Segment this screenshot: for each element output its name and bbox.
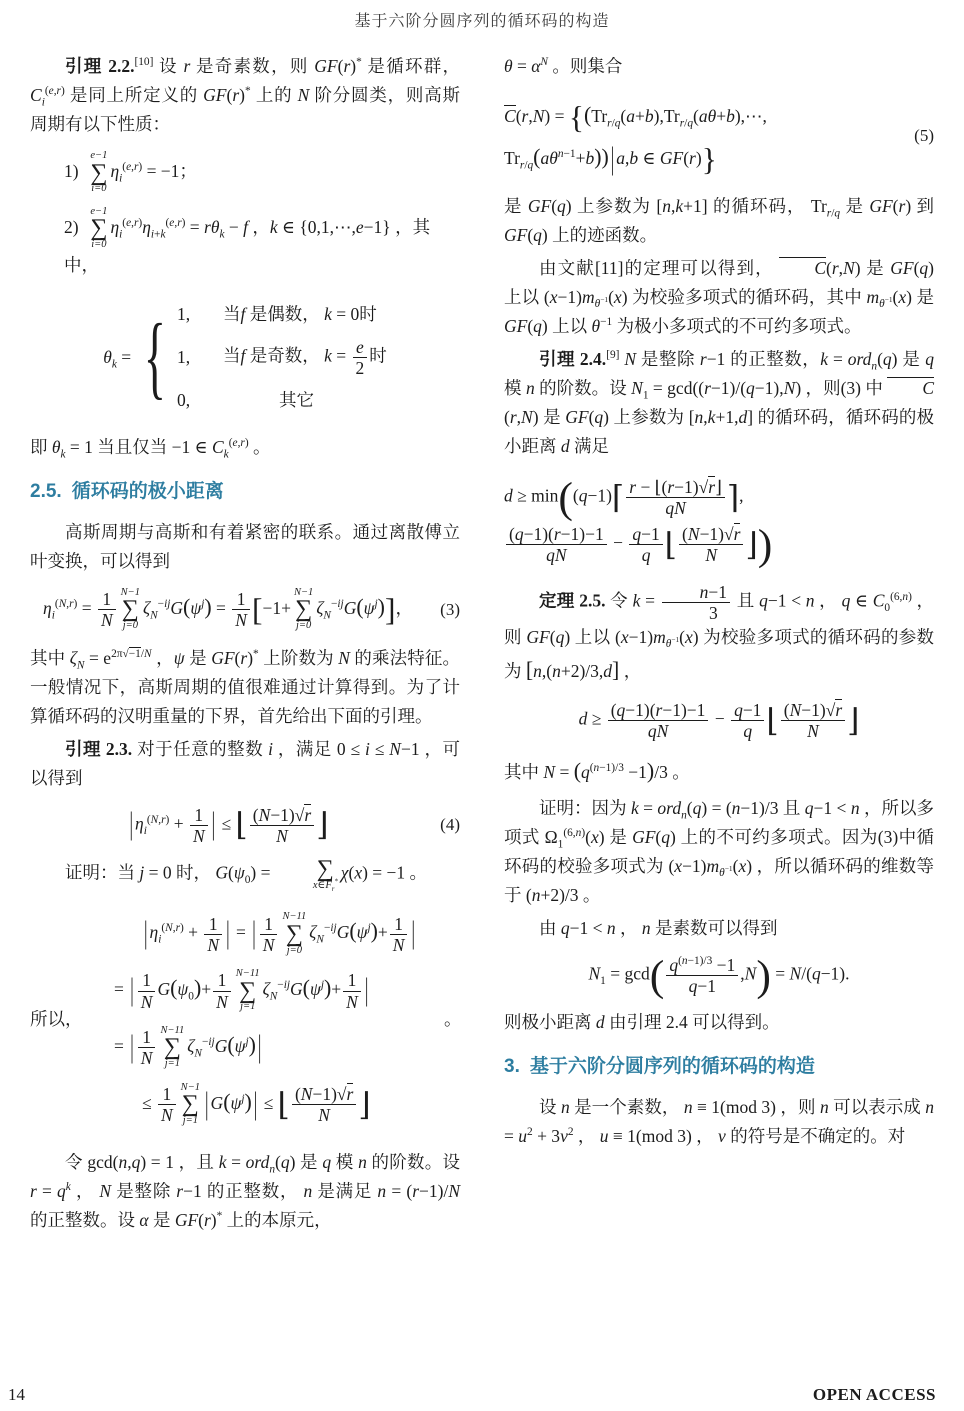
equation-5-line-2: $Tr_{r/q}(a\theta^{n-1}+b)$) | a,b ∈ GF(r)}: [504, 139, 717, 178]
zeta-paragraph: 其中 $\zeta_N = e^{2\pi√-1/N}$ ，ψ 是 GF(r)* 上阶数为 N 的乘法特征。一般情况下，高斯周期的值很难通过计算得到。为了计算循环码的汉明重量的下界，首先给出下面的引理。: [30, 647, 461, 726]
fourier-paragraph: 高斯周期与高斯和有着紧密的联系。通过离散傅立叶变换，可以得到: [30, 521, 460, 571]
property-2-equation: 2) e−1 ∑ i=0 $\eta_i^{(e,r)}\eta_{i+k}^{(e,r)} = r\theta_k - f$ ，k ∈ {0,1,⋯,e−1} ，其中，: [64, 205, 431, 275]
lemma-2-4-paragraph: 引理 2.4.[9] N 是整除 r−1 的正整数，k = ord$_n$(q) 是 q 模 n 的阶数。设 $N_1 = \gcd((r-1)/(q-1),N)$ ，则(3) 中 C(r,N) 是 GF(q) 上参数为 [n,k+1,d] 的循环码，循环码的极小距离 d 满足: [504, 348, 935, 457]
page-title: 基于六阶分圆序列的循环码的构造: [354, 13, 610, 30]
proof-2-5-paragraph: 证明：因为 k = ord$_n$(q) = (n−1)/3 且 q−1 < n ，所以多项式 $\Omega_1^{(6,n)}(x)$ 是 GF(q) 上的不可约多项式。因为(3)中循环码的校验多项式为 $(x-1)m_{\theta^{-1}}(x)$ ，所以循环码的维数等于 (n+2)/3 。: [504, 797, 935, 905]
reference-11-paragraph: 由文献[11]的定理可以得到， C(r,N) 是 GF(q) 上以 $(x-1)m_{\theta^{-1}}(x)$ 为校验多项式的循环码，其中 $m_{\theta^{-1}}(x)$ 是 GF(q) 上以 $\theta^{-1}$ 为极小多项式的不可约多项式。: [504, 257, 935, 336]
derivation-line-4: ≤ $\frac{1}{N}$ N−1 ∑ j=1 | $G(\psi^j)$ | ≤ ⌊ $\frac{(N-1)√r}{N}$ ⌋: [142, 1081, 371, 1127]
equation-5: [504, 91, 934, 182]
derivation-period: 。: [444, 1008, 462, 1029]
derivation-line-1: | $\eta_i^{(N,r)}$ + $\frac{1}{N}$ | = | $\frac{1}{N}$ N−11 ∑ j=0 $\zeta_N^{-ij}G(\psi^j)+$ $\frac{1}{N}$ |: [144, 911, 415, 956]
prime-paragraph: 由 q−1 < n ， n 是素数可以得到: [539, 917, 778, 938]
equation-5-line-1: $C(r,N) = \{(Tr_{r/q}(a+b),Tr_{r/q}(a\theta+b),\cdots$,: [504, 100, 767, 136]
two-column-body: [30, 52, 934, 1239]
section-3-title: 基于六阶分圆序列的循环码的构造: [529, 1056, 815, 1078]
d-min-equation: [504, 471, 934, 572]
equation-5-number: (5): [914, 126, 934, 146]
min-distance-conclusion: 则极小距离 d 由引理 2.4 可以得到。: [504, 1012, 780, 1033]
lemma-2-2-paragraph: 引理 2.2.[10] 设 r 是奇素数，则 GF(r)* 是循环群，$C_i^{(e,r)}$ 是同上所定义的 GF(r)* 上的 N 阶分圆类，则高斯周期有以下性质：: [30, 56, 461, 135]
section-2-5-heading: [30, 476, 460, 508]
section-3-heading: [504, 1051, 934, 1083]
footer-page-number: 14: [8, 1385, 25, 1404]
case-row: 1, 当f 是奇数， k = $\frac{e}{2}$ 时: [176, 336, 387, 378]
left-column: [30, 52, 460, 1239]
where-N-paragraph: 其中 $N = (q^{(n-1)/3} -1)/3$ 。: [504, 759, 690, 784]
derivation-line-2: = | $\frac{1}{N}$ $G(\psi_0)+$ $\frac{1}{N}$ N−11 ∑ j=1 $\zeta_N^{-ij}G(\psi^j)+$ $\frac{1}{N}$ |: [114, 968, 369, 1013]
theorem-2-5-paragraph: 定理 2.5. 令 k = $\frac{n-1}{3}$ 且 q−1 < n ， q ∈ $C_0^{(6,n)}$ ，则 GF(q) 上以 $(x-1)m_{\theta^{-1}}(x)$ 为校验多项式的循环码的参数为 [n,(n+2)/3,d] ，: [504, 581, 935, 682]
derivation-line-3: = | $\frac{1}{N}$ N−11 ∑ j=1 $\zeta_N^{-ij}G(\psi^j)$ |: [114, 1024, 262, 1070]
equation-4: | $\eta_i^{(N,r)}$ + $\frac{1}{N}$ | ≤ ⌊ $\frac{(N-1)√r}{N}$ ⌋ (4): [129, 804, 460, 846]
section-3-number: 3.: [504, 1056, 520, 1078]
equation-3: $\eta_i^{(N,r)}$ = $\frac{1}{N}$ N−1 ∑ j=0 $\zeta_N^{-ij}G(\psi^j)$ = $\frac{1}{N}$ [−1+ N−1 ∑ j=0 $\zeta_N^{-ij}G(\psi^j)$]， (3): [43, 586, 460, 632]
right-column: [504, 52, 934, 1239]
proof-2-3-paragraph: 证明：当 j = 0 时， $G(\psi_0)$ = ∑ $x\in F_r^*$ χ(x) = −1 。: [65, 856, 428, 893]
open-access-label: OPEN ACCESS: [812, 1385, 936, 1404]
theta-alpha-line: $\theta = \alpha^N$ 。则集合: [504, 56, 623, 76]
theta-cases-equation: [30, 292, 460, 423]
d-min-line-1: d ≥ min((q−1)⌈ $\frac{r - ⌊(r-1)√r⌋}{qN}$ ⌉,: [504, 473, 744, 522]
section-2-5-number: 2.5.: [30, 481, 62, 503]
derivation-block: [30, 899, 460, 1139]
cases-brace: {: [143, 304, 167, 409]
case-row: 0, 其它: [176, 390, 314, 411]
theta-cases-lhs: $\theta_k$ =: [103, 346, 132, 371]
d-min-line-2: $\frac{(q-1)(r-1)-1}{qN}$ − $\frac{q-1}{q}$ ⌊ $\frac{(N-1)√r}{N}$ ⌋): [504, 524, 934, 565]
code-parameters-paragraph: 是 GF(q) 上参数为 [n,k+1] 的循环码， $Tr_{r/q}$ 是 GF(r) 到 GF(q) 上的迹函数。: [504, 195, 935, 245]
suoyi-label: 所以，: [30, 1008, 83, 1029]
gcd-paragraph: 令 gcd(n,q) = 1 ，且 k = ord$_n$(q) 是 q 模 n 的阶数。设 $r = q^k$ ， N 是整除 r−1 的正整数， n 是满足 n = (r−1)/N 的正整数。设 α 是 GF(r)* 上的本原元，: [30, 1151, 461, 1230]
d-bound-equation: d ≥ $\frac{(q-1)(r-1)-1}{qN}$ − $\frac{q-1}{q}$ ⌊ $\frac{(N-1)√r}{N}$ ⌋: [578, 700, 860, 742]
equation-4-number: (4): [440, 815, 460, 835]
lemma-2-3-paragraph: 引理 2.3. 对于任意的整数 i ，满足 0 ≤ i ≤ N−1 ，可以得到: [30, 738, 461, 788]
property-1-equation: 1) e−1 ∑ i=0 $\eta_i^{(e,r)} = -1$；: [64, 150, 197, 195]
equation-3-number: (3): [440, 599, 460, 619]
section-2-5-title: 循环码的极小距离: [71, 481, 224, 503]
case-row: 1, 当f 是偶数， k = 0时: [176, 303, 377, 324]
N1-gcd-equation: $N_1 = \gcd$( $\frac{q^{(n-1)/3} -1}{q-1}$ ,N) = N/(q−1).: [588, 951, 850, 1000]
theta-note: 即 $\theta_k = 1$ 当且仅当 −1 ∈ $C_k^{(e,r)}$ 。: [30, 437, 271, 461]
prime-n-paragraph: 设 n 是一个素数， n ≡ 1(mod 3) ，则 n 可以表示成 $n = u^2 + 3v^2$ ， u ≡ 1(mod 3) ， v 的符号是不确定的。对: [504, 1096, 935, 1146]
